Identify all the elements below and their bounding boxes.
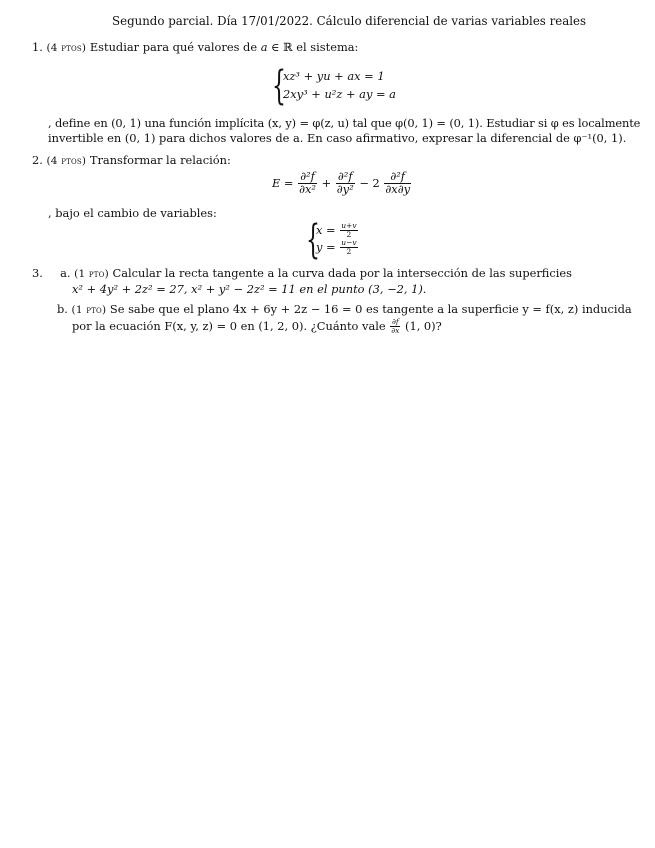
minus-two: − 2	[359, 175, 380, 190]
fraction-df-dx: $\frac{\partial f}{\partial x}$	[391, 317, 400, 336]
problem-intro-end: el sistema:	[296, 40, 359, 54]
system-equation-2: 2xy³ + u²z + ay = a	[283, 87, 396, 101]
problem-3-part-a-line-2: x² + 4y² + 2z² = 27, x² + y² − 2z² = 11 en el punto (3, −2, 1).	[72, 282, 427, 296]
problem-3-part-b-line-2	[72, 318, 442, 336]
problem-intro: Transformar la relación:	[89, 153, 231, 167]
points-label: (4 ptos)	[46, 155, 87, 167]
system-brace: {	[272, 63, 286, 109]
fraction-d2f-dy2: $\frac{\text{∂²f}}{\text{∂y²}}$	[336, 169, 354, 196]
part-a-label: a.	[60, 266, 71, 280]
fraction-d2f-dxdy: $\frac{\text{∂²f}}{\partial x\partial y}$	[385, 169, 411, 196]
relation-formula	[272, 171, 412, 196]
part-b-text-2: por la ecuación F(x, y, z) = 0 en (1, 2, 0). ¿Cuánto vale	[72, 319, 386, 334]
problem-3-part-b-line-1	[57, 304, 632, 316]
plus-sign: +	[321, 175, 332, 190]
points-label: (1 pto)	[71, 304, 107, 316]
change-x: x = $\frac{u+v}{2}$	[316, 221, 357, 240]
points-label: (1 pto)	[74, 268, 109, 280]
fraction-d2f-dx2: $\frac{\text{∂²f}}{\text{∂x²}}$	[299, 169, 316, 196]
part-b-text-3: (1, 0)?	[405, 319, 442, 334]
problem-intro: Estudiar para qué valores de	[89, 40, 258, 54]
in-reals: ∈ ℝ	[271, 40, 293, 54]
part-b-text: Se sabe que el plano 4x + 6y + 2z − 16 = 0 es tangente a la superficie y = f(x, z) inducida	[109, 302, 632, 316]
change-brace: {	[306, 217, 320, 263]
problem-2-heading	[32, 155, 231, 167]
fraction-u-minus-v: $\frac{u-v}{2}$	[341, 238, 357, 257]
formula-lhs: E =	[272, 175, 294, 190]
problem-3-part-a-line-1	[32, 268, 572, 280]
problem-1-text-line-1: , define en (0, 1) una función implícita (x, y) = φ(z, u) tal que φ(0, 1) = (0, 1). Estudiar si φ es localmente	[48, 116, 641, 130]
problem-number: 1.	[32, 40, 43, 54]
system-equation-1: xz³ + yu + ax = 1	[283, 69, 385, 83]
problem-1-heading	[32, 42, 358, 54]
change-of-variables-text: , bajo el cambio de variables:	[48, 206, 217, 220]
change-y: y = $\frac{u-v}{2}$	[316, 238, 357, 257]
points-label: (4 ptos)	[46, 42, 87, 54]
page-title: Segundo parcial. Día 17/01/2022. Cálculo diferencial de varias variables reales	[112, 14, 587, 28]
variable-a: a	[260, 40, 268, 54]
fraction-u-plus-v: $\frac{u+v}{2}$	[341, 221, 357, 240]
problem-1-text-line-2: invertible en (0, 1) para dichos valores de a. En caso afirmativo, expresar la diferencial de φ⁻¹(0, 1).	[48, 131, 627, 145]
part-b-label: b.	[57, 302, 68, 316]
part-a-text: Calcular la recta tangente a la curva dada por la intersección de las superficies	[112, 266, 573, 280]
problem-number: 3.	[32, 266, 43, 280]
problem-number: 2.	[32, 153, 43, 167]
